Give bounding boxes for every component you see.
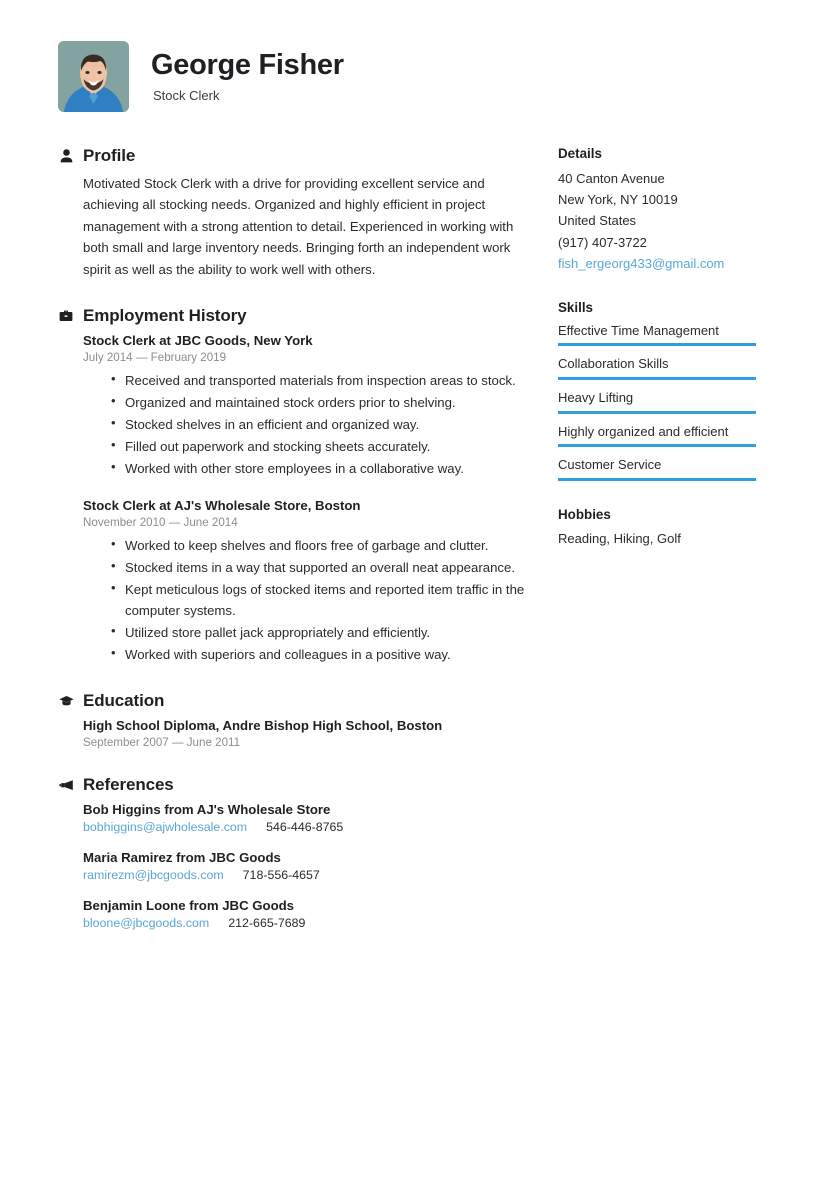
list-item: • Utilized store pallet jack appropriately and efficiently. [111, 622, 528, 643]
list-item: • Worked with other store employees in a collaborative way. [111, 458, 528, 479]
avatar [58, 41, 129, 112]
list-item: • Worked with superiors and colleagues in a positive way. [111, 644, 528, 665]
section-title-employment: Employment History [83, 305, 247, 325]
list-item: • Kept meticulous logs of stocked items and reported item traffic in the computer systems. [111, 579, 528, 621]
section-references [58, 775, 528, 930]
skill-name: Effective Time Management [558, 322, 719, 338]
sidebar-hobbies [558, 507, 790, 550]
employment-entry-title: Stock Clerk at JBC Goods, New York [83, 332, 313, 348]
skill-level-fill [558, 411, 756, 414]
sidebar-details [558, 146, 790, 274]
detail-address-line1: 40 Canton Avenue [558, 171, 665, 186]
section-body-employment [58, 333, 528, 665]
section-education [58, 691, 528, 749]
person-icon [58, 148, 74, 164]
job-title: Stock Clerk [153, 87, 220, 103]
employment-entry [83, 498, 528, 666]
reference-contact [83, 916, 528, 930]
education-entry-date: September 2007 — June 2011 [83, 736, 241, 750]
section-title-references: References [83, 775, 174, 795]
reference-phone: 546-446-8765 [266, 820, 344, 835]
employment-entry [83, 333, 528, 480]
employment-entry-title: Stock Clerk at AJ's Wholesale Store, Boston [83, 497, 361, 513]
reference-contact [83, 868, 528, 882]
sidebar-skills [558, 300, 790, 481]
hobbies-list: Reading, Hiking, Golf [558, 530, 681, 546]
identity-block [151, 49, 344, 102]
employment-entry-date: November 2010 — June 2014 [83, 515, 238, 529]
section-body-references [58, 802, 528, 930]
reference-contact [83, 820, 528, 834]
reference-email-link[interactable]: bloone@jbcgoods.com [83, 916, 210, 931]
section-title-profile: Profile [83, 146, 136, 165]
section-header-profile [58, 146, 528, 166]
skill-level-track [558, 411, 756, 414]
detail-address-line2: New York, NY 10019 [558, 192, 678, 208]
skill-level-track [558, 343, 756, 346]
skill-level-fill [558, 377, 756, 380]
briefcase-icon [58, 308, 74, 324]
list-item: • Worked to keep shelves and floors free of garbage and clutter. [111, 535, 528, 556]
profile-photo-icon [58, 41, 129, 112]
main-column [58, 146, 550, 956]
section-header-employment [58, 306, 528, 326]
resume-header [58, 40, 782, 112]
education-entry-title: High School Diploma, Andre Bishop High School, Boston [83, 718, 443, 734]
sidebar-column [558, 146, 790, 575]
skill-name: Highly organized and efficient [558, 423, 729, 439]
section-header-education [58, 691, 528, 711]
reference-name: Bob Higgins from AJ's Wholesale Store [83, 802, 331, 818]
reference-email-link[interactable]: bobhiggins@ajwholesale.com [83, 820, 248, 835]
sidebar-title-skills: Skills [558, 299, 593, 315]
skill-name: Heavy Lifting [558, 390, 634, 406]
employment-entry-date: July 2014 — February 2019 [83, 350, 227, 364]
skill-level-track [558, 478, 756, 481]
employment-entry-bullets [83, 370, 528, 480]
reference-phone: 718-556-4657 [242, 868, 320, 883]
skill-name: Customer Service [558, 457, 662, 473]
education-entry [83, 718, 528, 749]
graduation-cap-icon [58, 693, 74, 709]
content-columns [58, 146, 782, 956]
skill-name: Collaboration Skills [558, 356, 669, 372]
reference-phone: 212-665-7689 [228, 916, 306, 931]
skill-level-fill [558, 444, 756, 447]
reference-name: Benjamin Loone from JBC Goods [83, 898, 295, 914]
list-item: • Organized and maintained stock orders prior to shelving. [111, 392, 528, 413]
sidebar-title-hobbies: Hobbies [558, 506, 611, 522]
skill-level-track [558, 377, 756, 380]
reference-entry [83, 898, 528, 930]
page-title: George Fisher [151, 49, 344, 82]
skill-level-track [558, 444, 756, 447]
profile-summary: Motivated Stock Clerk with a drive for providing excellent service and achieving all stocking needs. Organized and highly efficient in project management with a strong attention to detail. Experienced in working with both small and large inventory needs. Bringing forth an independent work spirit as well as the ability to work well with others. [83, 176, 514, 277]
detail-country: United States [558, 213, 637, 229]
list-item: • Stocked items in a way that supported an overall neat appearance. [111, 557, 528, 578]
reference-name: Maria Ramirez from JBC Goods [83, 850, 281, 866]
section-employment [58, 306, 528, 665]
sidebar-title-details: Details [558, 146, 602, 161]
section-profile [58, 146, 528, 280]
skill-level-fill [558, 343, 756, 346]
skill-item [558, 355, 790, 380]
reference-email-link[interactable]: ramirezm@jbcgoods.com [83, 868, 224, 883]
skill-item [558, 322, 790, 347]
section-body-education [58, 718, 528, 749]
employment-entry-bullets [83, 535, 528, 666]
detail-email-link[interactable]: fish_ergeorg433@gmail.com [558, 255, 725, 271]
section-header-references [58, 775, 528, 795]
skill-item [558, 389, 790, 414]
skill-level-fill [558, 478, 756, 481]
reference-entry [83, 802, 528, 834]
skill-item [558, 456, 790, 481]
skill-item [558, 423, 790, 448]
section-title-education: Education [83, 691, 165, 711]
detail-phone: (917) 407-3722 [558, 234, 647, 250]
list-item: • Received and transported materials from inspection areas to stock. [111, 370, 528, 391]
reference-entry [83, 850, 528, 882]
list-item: • Filled out paperwork and stocking sheets accurately. [111, 436, 528, 457]
list-item: • Stocked shelves in an efficient and organized way. [111, 414, 528, 435]
megaphone-icon [58, 777, 74, 793]
section-body-profile [58, 173, 528, 280]
